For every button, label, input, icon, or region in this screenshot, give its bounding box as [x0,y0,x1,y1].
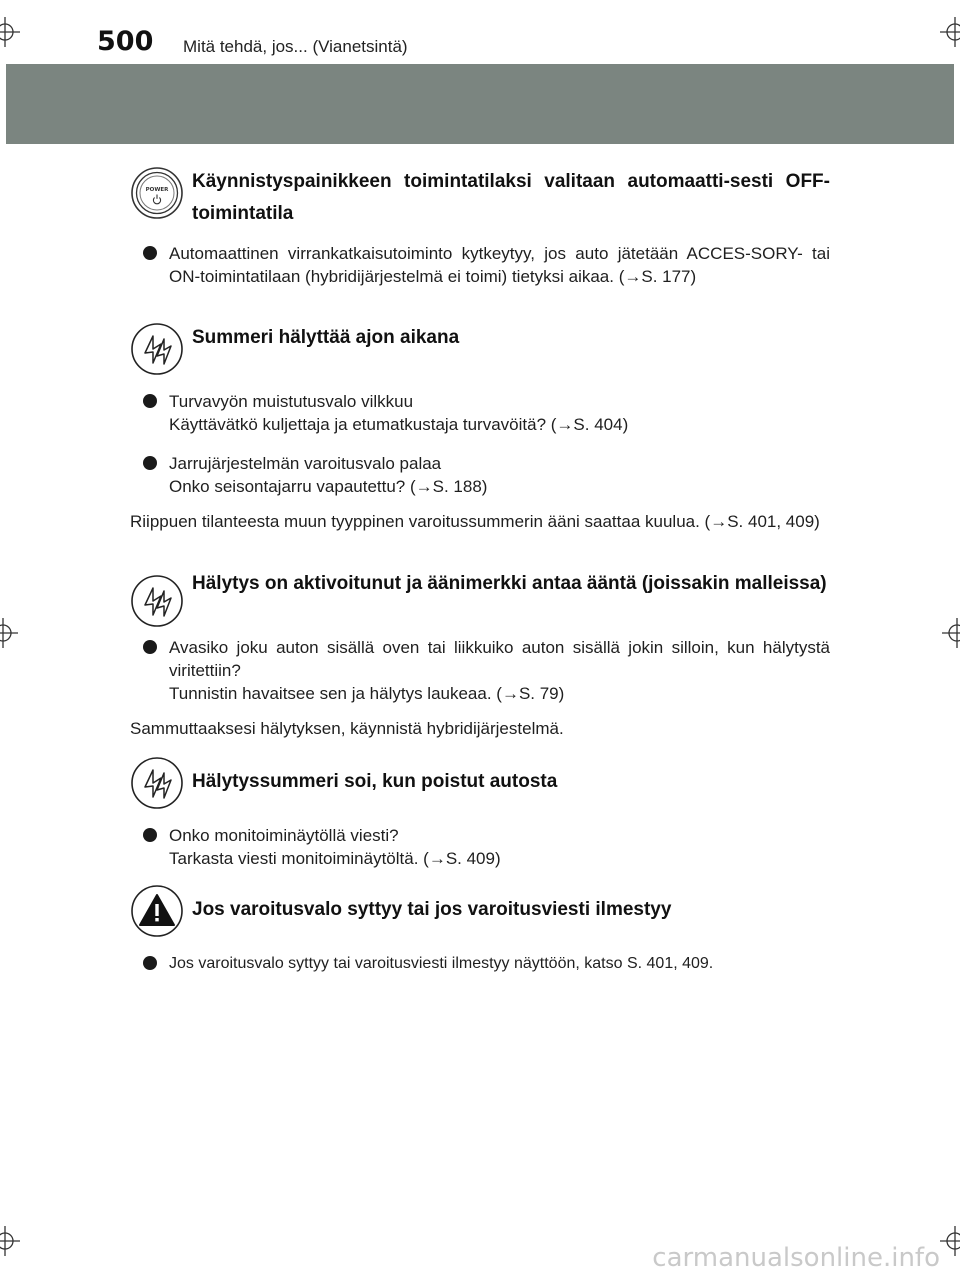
chapter-title: Mitä tehdä, jos... (Vianetsintä) [183,37,408,56]
section-title: Hälytys on aktivoitunut ja äänimerkki antaa ääntä (joissakin malleissa) [192,573,827,594]
list-item-text: Automaattinen virrankatkaisutoiminto kytkeytyy, jos auto jätetään ACCES-SORY- tai ON-toimintatilaan (hybridijärjestelmä ei toimi) tietyksi aikaa. (→S. 177) [169,244,830,286]
list-item-text: Jarrujärjestelmän varoitusvalo palaa [169,454,442,473]
crop-mark-bottom-right [940,1226,960,1256]
section-buzzer-driving [130,322,830,533]
section-alarm-leaving [130,756,830,870]
crop-mark-mid-right [942,618,960,648]
crop-mark-top-right [940,17,960,47]
section-header [130,884,830,940]
section-header [130,756,830,812]
list-item [130,636,830,705]
bullet-icon [143,456,157,470]
section-title: Hälytyssummeri soi, kun poistut autosta [192,771,558,792]
crop-mark-bottom-left [0,1226,20,1256]
list-item [130,952,830,975]
section-note: Sammuttaaksesi hälytyksen, käynnistä hybridijärjestelmä. [130,719,564,738]
section-power-mode [130,166,830,288]
section-header [130,322,830,378]
list-item-subtext: Tunnistin havaitsee sen ja hälytys laukeaa. (→S. 79) [169,684,565,703]
bullet-icon [143,956,157,970]
list-item-text: Onko monitoiminäytöllä viesti? [169,826,399,845]
list-item-subtext: Onko seisontajarru vapautettu? (→S. 188) [169,477,488,496]
crop-mark-top-left [0,17,20,47]
buzzer-icon [130,574,184,628]
bullet-icon [143,246,157,260]
power-icon-label: POWER [145,187,169,193]
list-item-text: Avasiko joku auton sisällä oven tai liikkuiko auton sisällä jokin silloin, kun hälytystä viritettiin? [169,638,830,680]
page-number: 500 [97,26,154,57]
bullet-icon [143,394,157,408]
list-item [130,242,830,288]
buzzer-icon [130,756,184,810]
section-alarm-activated [130,568,830,740]
bullet-icon [143,640,157,654]
section-title: Jos varoitusvalo syttyy tai jos varoitusviesti ilmestyy [192,899,672,920]
buzzer-icon [130,322,184,376]
list-item [130,824,830,870]
list-item-text: Turvavyön muistutusvalo vilkkuu [169,392,414,411]
section-title: Käynnistyspainikkeen toimintatilaksi valitaan automaatti-sesti OFF-toimintatila [192,171,830,224]
warning-icon [130,884,184,938]
header-band [6,64,954,144]
list-item [130,390,830,436]
watermark: carmanualsonline.info [652,1243,940,1273]
section-header [130,568,830,624]
list-item-subtext: Tarkasta viesti monitoiminäytöltä. (→S. 409) [169,849,501,868]
section-warning-light [130,884,830,975]
list-item [130,452,830,498]
section-header [130,166,830,230]
list-item-subtext: Käyttävätkö kuljettaja ja etumatkustaja turvavöitä? (→S. 404) [169,415,629,434]
crop-mark-mid-left [0,618,18,648]
section-title: Summeri hälyttää ajon aikana [192,327,460,348]
list-item-text: Jos varoitusvalo syttyy tai varoitusviesti ilmestyy näyttöön, katso S. 401, 409. [169,955,714,972]
power-switch-icon [130,166,184,220]
bullet-icon [143,828,157,842]
section-note: Riippuen tilanteesta muun tyyppinen varoitussummerin ääni saattaa kuulua. (→S. 401, 409) [130,512,820,531]
